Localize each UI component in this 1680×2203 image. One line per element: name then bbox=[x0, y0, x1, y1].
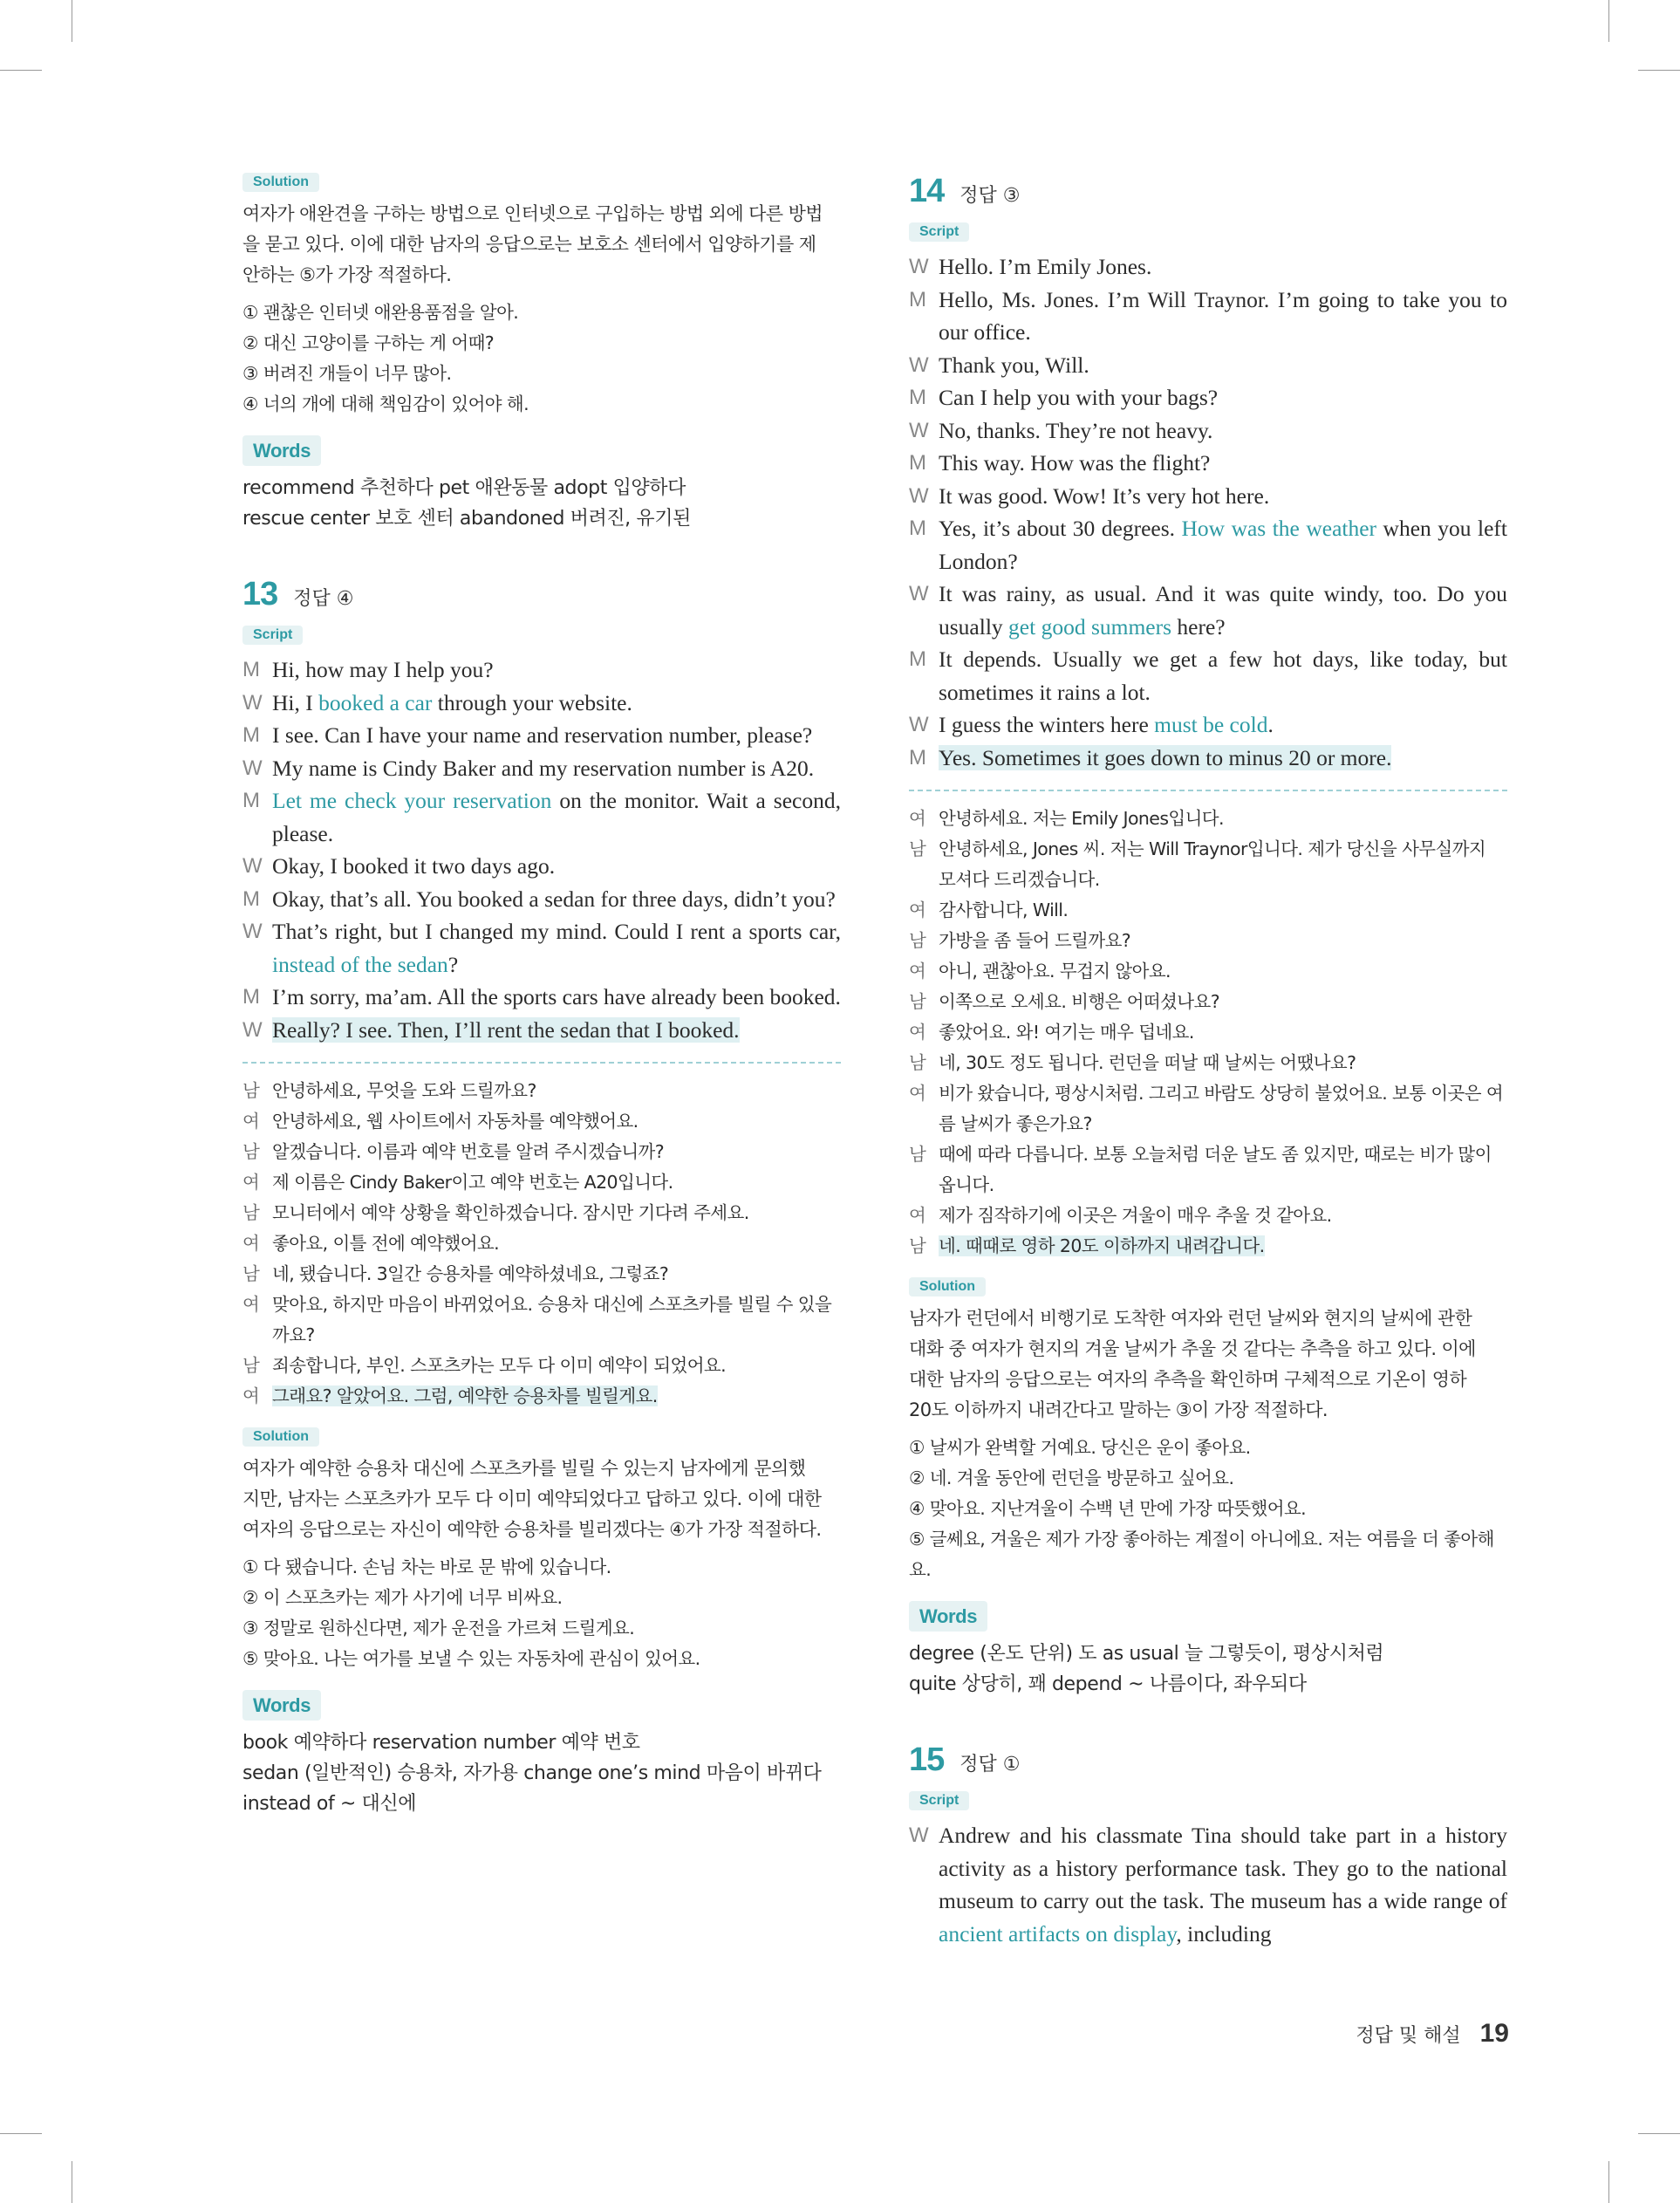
right-column bbox=[909, 173, 1507, 1950]
speaker-label: M bbox=[909, 517, 926, 540]
script-line bbox=[909, 414, 1507, 448]
translation-text: 비가 왔습니다, 평상시처럼. 그리고 바람도 상당히 불었어요. 보통 이곳은 여름 날씨가 좋은가요? bbox=[939, 1083, 1504, 1134]
translation-line bbox=[909, 1139, 1507, 1201]
script-fragment: It was rainy, as usual. And it was quite windy, too. Do you usually bbox=[939, 581, 1507, 640]
translation-text: 좋았어요. 와! 여기는 매우 덥네요. bbox=[939, 1022, 1194, 1043]
script-fragment: here? bbox=[1171, 613, 1226, 640]
translation-text: 죄송합니다, 부인. 스포츠카는 모두 다 이미 예약이 되었어요. bbox=[272, 1355, 727, 1376]
script-fragment: Okay, that’s all. You booked a sedan for three days, didn’t you? bbox=[272, 886, 836, 912]
script-line bbox=[242, 981, 841, 1014]
script-fragment: on the monitor. Wait a second, please. bbox=[272, 788, 841, 846]
speaker-label: 여 bbox=[909, 1022, 926, 1043]
speaker-label: W bbox=[909, 255, 929, 278]
speaker-label: W bbox=[909, 352, 929, 377]
translation-line bbox=[909, 1201, 1507, 1231]
translation-line bbox=[909, 987, 1507, 1017]
speaker-label: W bbox=[909, 582, 929, 605]
highlighted-phrase: instead of the sedan bbox=[272, 951, 448, 977]
speaker-label: W bbox=[909, 1823, 929, 1847]
translation-text: 제 이름은 Cindy Baker이고 예약 번호는 A20입니다. bbox=[272, 1172, 673, 1193]
speaker-label: M bbox=[242, 723, 260, 747]
choice-item: ⑤ 글쎄요, 겨울은 제가 가장 좋아하는 계절이 아니에요. 저는 여름을 더 좋아해요. bbox=[909, 1529, 1494, 1580]
script-text bbox=[272, 883, 841, 916]
script-line bbox=[909, 708, 1507, 742]
script-line bbox=[909, 578, 1507, 643]
words-line: recommend 추천하다 pet 애완동물 adopt 입양하다 bbox=[242, 477, 686, 499]
speaker-label: 남 bbox=[909, 1144, 926, 1165]
script-fragment: Hello, Ms. Jones. I’m Will Traynor. I’m going to take you to our office. bbox=[939, 286, 1507, 345]
speaker-label: 여 bbox=[242, 1111, 260, 1132]
translation-line bbox=[242, 1290, 841, 1351]
translation-text: 때에 따라 다릅니다. 보통 오늘처럼 더운 날도 좀 있지만, 때로는 비가 많이 옵니다. bbox=[939, 1144, 1492, 1195]
script-line bbox=[242, 687, 841, 720]
speaker-label: 남 bbox=[909, 1235, 926, 1256]
script-fragment: Can I help you with your bags? bbox=[939, 385, 1219, 410]
script-text bbox=[272, 1014, 841, 1047]
speaker-label: 여 bbox=[242, 1172, 260, 1193]
script-tag: Script bbox=[242, 626, 303, 645]
choice-item: ① 괜찮은 인터넷 애완용품점을 알아. bbox=[242, 302, 519, 323]
q13-solution bbox=[242, 1427, 841, 1674]
script-line bbox=[242, 915, 841, 981]
speaker-label: M bbox=[242, 789, 260, 812]
translation-text: 네. 때때로 영하 20도 이하까지 내려갑니다. bbox=[939, 1235, 1265, 1256]
crop-mark bbox=[1608, 2161, 1609, 2203]
translation-line bbox=[242, 1228, 841, 1259]
script-text bbox=[939, 381, 1507, 414]
q14-translation bbox=[909, 804, 1507, 1262]
translation-text: 제가 짐작하기에 이곳은 겨울이 매우 추울 것 같아요. bbox=[939, 1205, 1332, 1226]
speaker-label: 남 bbox=[242, 1141, 260, 1162]
script-text bbox=[939, 250, 1507, 284]
speaker-label: W bbox=[242, 920, 263, 943]
script-fragment: Hi, I bbox=[272, 689, 319, 715]
script-text bbox=[939, 708, 1507, 742]
highlighted-phrase: booked a car bbox=[318, 689, 433, 715]
script-line bbox=[909, 381, 1507, 414]
script-line bbox=[242, 1014, 841, 1047]
highlighted-phrase: How was the weather bbox=[1181, 516, 1377, 541]
q13-heading bbox=[242, 576, 841, 613]
translation-text: 알겠습니다. 이름과 예약 번호를 알려 주시겠습니까? bbox=[272, 1141, 665, 1162]
script-line bbox=[242, 883, 841, 916]
choice-item: ① 다 됐습니다. 손님 차는 바로 문 밖에 있습니다. bbox=[242, 1556, 611, 1577]
choice-item: ④ 맞아요. 지난겨울이 수백 년 만에 가장 따뜻했어요. bbox=[909, 1498, 1307, 1519]
translation-line bbox=[909, 956, 1507, 987]
solution-line: 대화 중 여자가 현지의 겨울 날씨가 추울 것 같다는 추측을 하고 있다. 이에 bbox=[909, 1338, 1476, 1359]
highlighted-phrase: get good summers bbox=[1008, 613, 1172, 640]
translation-text: 안녕하세요. 저는 Emily Jones입니다. bbox=[939, 808, 1224, 829]
dashed-divider bbox=[242, 1062, 841, 1064]
choice-list bbox=[242, 1552, 841, 1674]
speaker-label: 남 bbox=[242, 1080, 260, 1101]
speaker-label: W bbox=[242, 690, 263, 715]
words-line: quite 상당히, 꽤 depend ~ 나름이다, 좌우되다 bbox=[909, 1673, 1307, 1695]
choice-item: ② 네. 겨울 동안에 런던을 방문하고 싶어요. bbox=[909, 1468, 1234, 1488]
translation-text: 감사합니다, Will. bbox=[939, 900, 1069, 920]
speaker-label: 여 bbox=[909, 808, 926, 829]
script-line bbox=[909, 643, 1507, 708]
words-tag: Words bbox=[242, 1690, 321, 1721]
script-text bbox=[939, 643, 1507, 708]
page-number: 19 bbox=[1479, 2019, 1509, 2048]
q13-script bbox=[242, 653, 841, 1046]
script-text bbox=[272, 850, 841, 883]
translation-text: 좋아요, 이틀 전에 예약했어요. bbox=[272, 1233, 500, 1254]
q13-words bbox=[242, 1690, 841, 1819]
speaker-label: M bbox=[909, 451, 926, 475]
speaker-label: M bbox=[909, 647, 926, 671]
speaker-label: 여 bbox=[909, 900, 926, 920]
script-text bbox=[939, 284, 1507, 349]
script-fragment: . bbox=[1267, 712, 1274, 737]
script-line bbox=[242, 752, 841, 785]
script-line bbox=[909, 480, 1507, 513]
words-line: degree (온도 단위) 도 as usual 늘 그렇듯이, 평상시처럼 bbox=[909, 1643, 1384, 1665]
script-fragment: I guess the winters here bbox=[939, 712, 1155, 737]
question-number: 14 bbox=[909, 173, 945, 209]
script-fragment: I see. Can I have your name and reservation number, please? bbox=[272, 722, 813, 748]
solution-line: 여자의 응답으로는 자신이 예약한 승용차를 빌리겠다는 ④가 가장 적절하다. bbox=[242, 1519, 822, 1540]
script-fragment: This way. How was the flight? bbox=[939, 450, 1211, 475]
speaker-label: M bbox=[242, 658, 260, 681]
script-fragment: Hi, how may I help you? bbox=[272, 657, 494, 682]
crop-mark bbox=[0, 2133, 42, 2134]
speaker-label: W bbox=[909, 713, 929, 736]
script-text bbox=[272, 784, 841, 850]
solution-tag: Solution bbox=[909, 1277, 986, 1296]
script-fragment: No, thanks. They’re not heavy. bbox=[939, 417, 1213, 443]
speaker-label: 여 bbox=[242, 1385, 260, 1406]
solution-line: 대한 남자의 응답으로는 여자의 추측을 확인하며 구체적으로 기온이 영하 bbox=[909, 1369, 1467, 1390]
speaker-label: 남 bbox=[909, 991, 926, 1012]
crop-mark bbox=[0, 70, 42, 71]
q13-translation bbox=[242, 1076, 841, 1412]
words-tag: Words bbox=[242, 435, 321, 466]
script-line bbox=[242, 719, 841, 752]
speaker-label: 남 bbox=[242, 1202, 260, 1223]
translation-line bbox=[242, 1137, 841, 1167]
page-footer bbox=[1343, 2019, 1509, 2049]
solution-line: 20도 이하까지 내려간다고 말하는 ③이 가장 적절하다. bbox=[909, 1399, 1328, 1420]
script-text bbox=[939, 1819, 1507, 1950]
translation-line bbox=[242, 1381, 841, 1412]
speaker-label: M bbox=[242, 886, 260, 911]
script-text bbox=[939, 349, 1507, 382]
q15-heading bbox=[909, 1741, 1507, 1779]
q12-solution bbox=[242, 173, 841, 420]
answer-label: 정답 ④ bbox=[293, 588, 354, 610]
translation-line bbox=[909, 1048, 1507, 1078]
speaker-label: W bbox=[909, 418, 929, 442]
solution-line: 을 묻고 있다. 이에 대한 남자의 응답으로는 보호소 센터에서 입양하기를 제 bbox=[242, 234, 816, 255]
solution-line: 여자가 예약한 승용차 대신에 스포츠카를 빌릴 수 있는지 남자에게 문의했 bbox=[242, 1458, 806, 1479]
script-text bbox=[939, 414, 1507, 448]
crop-mark bbox=[1638, 2133, 1680, 2134]
question-number: 15 bbox=[909, 1741, 945, 1778]
solution-text bbox=[242, 199, 841, 291]
speaker-label: 여 bbox=[242, 1233, 260, 1254]
crop-mark bbox=[1608, 0, 1609, 42]
script-line bbox=[909, 1819, 1507, 1950]
solution-text bbox=[242, 1454, 841, 1545]
crop-mark bbox=[1638, 70, 1680, 71]
script-line bbox=[909, 512, 1507, 578]
translation-text: 안녕하세요, 무엇을 도와 드릴까요? bbox=[272, 1080, 536, 1101]
speaker-label: 남 bbox=[242, 1263, 260, 1284]
script-fragment: Yes. Sometimes it goes down to minus 20 or more. bbox=[939, 744, 1392, 770]
speaker-label: 남 bbox=[909, 838, 926, 859]
answer-label: 정답 ③ bbox=[960, 185, 1021, 207]
speaker-label: 여 bbox=[909, 1083, 926, 1104]
dashed-divider bbox=[909, 790, 1507, 791]
translation-line bbox=[242, 1259, 841, 1290]
choice-item: ③ 버려진 개들이 너무 많아. bbox=[242, 363, 452, 384]
solution-tag: Solution bbox=[242, 1427, 319, 1447]
q14-words bbox=[909, 1601, 1507, 1700]
left-column bbox=[242, 173, 841, 1835]
highlighted-phrase: ancient artifacts on display bbox=[939, 1920, 1177, 1946]
speaker-label: M bbox=[909, 287, 926, 311]
q15-script bbox=[909, 1819, 1507, 1950]
highlighted-phrase: Let me check your reservation bbox=[272, 788, 552, 813]
script-fragment: when you left London? bbox=[939, 516, 1507, 574]
script-text bbox=[272, 687, 841, 720]
solution-text bbox=[909, 1303, 1507, 1426]
translation-line bbox=[242, 1167, 841, 1198]
translation-line bbox=[242, 1198, 841, 1228]
script-line bbox=[909, 250, 1507, 284]
script-line bbox=[909, 447, 1507, 480]
translation-text: 모니터에서 예약 상황을 확인하겠습니다. 잠시만 기다려 주세요. bbox=[272, 1202, 749, 1223]
solution-line: 안하는 ⑤가 가장 적절하다. bbox=[242, 264, 452, 285]
translation-line bbox=[909, 804, 1507, 834]
script-fragment: It was good. Wow! It’s very hot here. bbox=[939, 482, 1270, 509]
translation-line bbox=[909, 1017, 1507, 1048]
speaker-label: W bbox=[909, 483, 929, 508]
translation-line bbox=[909, 1078, 1507, 1139]
words-line: sedan (일반적인) 승용차, 자가용 change one’s mind 마음이 바뀌다 bbox=[242, 1762, 822, 1784]
speaker-label: W bbox=[242, 854, 263, 878]
q14-solution bbox=[909, 1277, 1507, 1585]
script-fragment: Really? I see. Then, I’ll rent the sedan that I booked. bbox=[272, 1016, 740, 1043]
script-fragment: I’m sorry, ma’am. All the sports cars have already been booked. bbox=[272, 984, 841, 1009]
speaker-label: 여 bbox=[909, 1205, 926, 1226]
script-text bbox=[939, 480, 1507, 513]
script-fragment: through your website. bbox=[432, 689, 632, 715]
translation-line bbox=[242, 1106, 841, 1137]
translation-text: 안녕하세요, 웹 사이트에서 자동차를 예약했어요. bbox=[272, 1111, 639, 1132]
script-fragment: It depends. Usually we get a few hot days, like today, but sometimes it rains a lot. bbox=[939, 647, 1507, 705]
translation-line bbox=[242, 1351, 841, 1381]
script-line bbox=[909, 742, 1507, 775]
script-line bbox=[909, 349, 1507, 382]
script-fragment: That’s right, but I changed my mind. Could I rent a sports car, bbox=[272, 919, 841, 944]
choice-item: ④ 너의 개에 대해 책임감이 있어야 해. bbox=[242, 393, 529, 414]
translation-text: 이쪽으로 오세요. 비행은 어떠셨나요? bbox=[939, 991, 1219, 1012]
script-tag: Script bbox=[909, 1791, 969, 1810]
choice-list bbox=[909, 1433, 1507, 1585]
translation-text: 아니, 괜찮아요. 무겁지 않아요. bbox=[939, 961, 1171, 982]
solution-line: 남자가 런던에서 비행기로 도착한 여자와 런던 날씨와 현지의 날씨에 관한 bbox=[909, 1308, 1472, 1329]
words-line: rescue center 보호 센터 abandoned 버려진, 유기된 bbox=[242, 508, 691, 530]
translation-text: 그래요? 알았어요. 그럼, 예약한 승용차를 빌릴게요. bbox=[272, 1385, 658, 1406]
script-fragment: Andrew and his classmate Tina should take part in a history activity as a history performance task. They go to the national museum to carry out the task. The museum has a wide range of bbox=[939, 1823, 1507, 1913]
speaker-label: 여 bbox=[242, 1294, 260, 1315]
choice-item: ② 대신 고양이를 구하는 게 어때? bbox=[242, 332, 495, 353]
answer-label: 정답 ① bbox=[960, 1754, 1021, 1775]
words-line: instead of ~ 대신에 bbox=[242, 1793, 417, 1815]
translation-line bbox=[909, 1231, 1507, 1262]
choice-list bbox=[242, 298, 841, 420]
solution-tag: Solution bbox=[242, 173, 319, 192]
q12-words bbox=[242, 435, 841, 534]
script-line bbox=[242, 653, 841, 687]
script-text bbox=[939, 742, 1507, 775]
script-fragment: ? bbox=[447, 951, 459, 977]
script-text bbox=[272, 752, 841, 785]
question-number: 13 bbox=[242, 576, 278, 612]
script-text bbox=[272, 653, 841, 687]
speaker-label: 남 bbox=[242, 1355, 260, 1376]
translation-line bbox=[242, 1076, 841, 1106]
script-line bbox=[242, 784, 841, 850]
highlighted-phrase: must be cold bbox=[1154, 712, 1268, 737]
script-fragment: Thank you, Will. bbox=[939, 352, 1089, 378]
footer-label: 정답 및 해설 bbox=[1356, 2025, 1461, 2047]
script-fragment: Yes, it’s about 30 degrees. bbox=[939, 516, 1182, 541]
translation-text: 안녕하세요, Jones 씨. 저는 Will Traynor입니다. 제가 당신을 사무실까지 모셔다 드리겠습니다. bbox=[939, 838, 1486, 890]
translation-text: 맞아요, 하지만 마음이 바뀌었어요. 승용차 대신에 스포츠카를 빌릴 수 있을까요? bbox=[272, 1294, 832, 1345]
q14-script bbox=[909, 250, 1507, 774]
speaker-label: 남 bbox=[909, 1052, 926, 1073]
translation-line bbox=[909, 926, 1507, 956]
script-text bbox=[939, 578, 1507, 643]
speaker-label: W bbox=[242, 1017, 263, 1042]
script-fragment: , including bbox=[1176, 1920, 1272, 1946]
script-line bbox=[909, 284, 1507, 349]
words-line: book 예약하다 reservation number 예약 번호 bbox=[242, 1732, 640, 1754]
speaker-label: 여 bbox=[909, 961, 926, 982]
script-text bbox=[939, 447, 1507, 480]
choice-item: ① 날씨가 완벽할 거예요. 당신은 운이 좋아요. bbox=[909, 1437, 1251, 1458]
script-fragment: My name is Cindy Baker and my reservation number is A20. bbox=[272, 755, 815, 781]
script-text bbox=[272, 915, 841, 981]
script-tag: Script bbox=[909, 222, 969, 242]
solution-line: 지만, 남자는 스포츠카가 모두 다 이미 예약되었다고 답하고 있다. 이에 대한 bbox=[242, 1488, 822, 1509]
speaker-label: M bbox=[909, 745, 926, 770]
speaker-label: M bbox=[909, 386, 926, 409]
script-text bbox=[272, 719, 841, 752]
choice-item: ③ 정말로 원하신다면, 제가 운전을 가르쳐 드릴게요. bbox=[242, 1618, 635, 1639]
script-fragment: Hello. I’m Emily Jones. bbox=[939, 254, 1152, 279]
q14-heading bbox=[909, 173, 1507, 210]
translation-text: 네, 됐습니다. 3일간 승용차를 예약하셨네요, 그렇죠? bbox=[272, 1263, 669, 1284]
speaker-label: M bbox=[242, 985, 260, 1009]
translation-text: 가방을 좀 들어 드릴까요? bbox=[939, 930, 1131, 951]
script-text bbox=[272, 981, 841, 1014]
translation-line bbox=[909, 895, 1507, 926]
translation-line bbox=[909, 834, 1507, 895]
speaker-label: 남 bbox=[909, 930, 926, 951]
choice-item: ② 이 스포츠카는 제가 사기에 너무 비싸요. bbox=[242, 1587, 563, 1608]
script-text bbox=[939, 512, 1507, 578]
choice-item: ⑤ 맞아요. 나는 여가를 보낼 수 있는 자동차에 관심이 있어요. bbox=[242, 1648, 700, 1669]
script-line bbox=[242, 850, 841, 883]
script-fragment: Okay, I booked it two days ago. bbox=[272, 853, 556, 879]
speaker-label: W bbox=[242, 756, 263, 780]
words-tag: Words bbox=[909, 1601, 987, 1632]
solution-line: 여자가 애완견을 구하는 방법으로 인터넷으로 구입하는 방법 외에 다른 방법 bbox=[242, 203, 823, 224]
translation-text: 네, 30도 정도 됩니다. 런던을 떠날 때 날씨는 어땠나요? bbox=[939, 1052, 1356, 1073]
